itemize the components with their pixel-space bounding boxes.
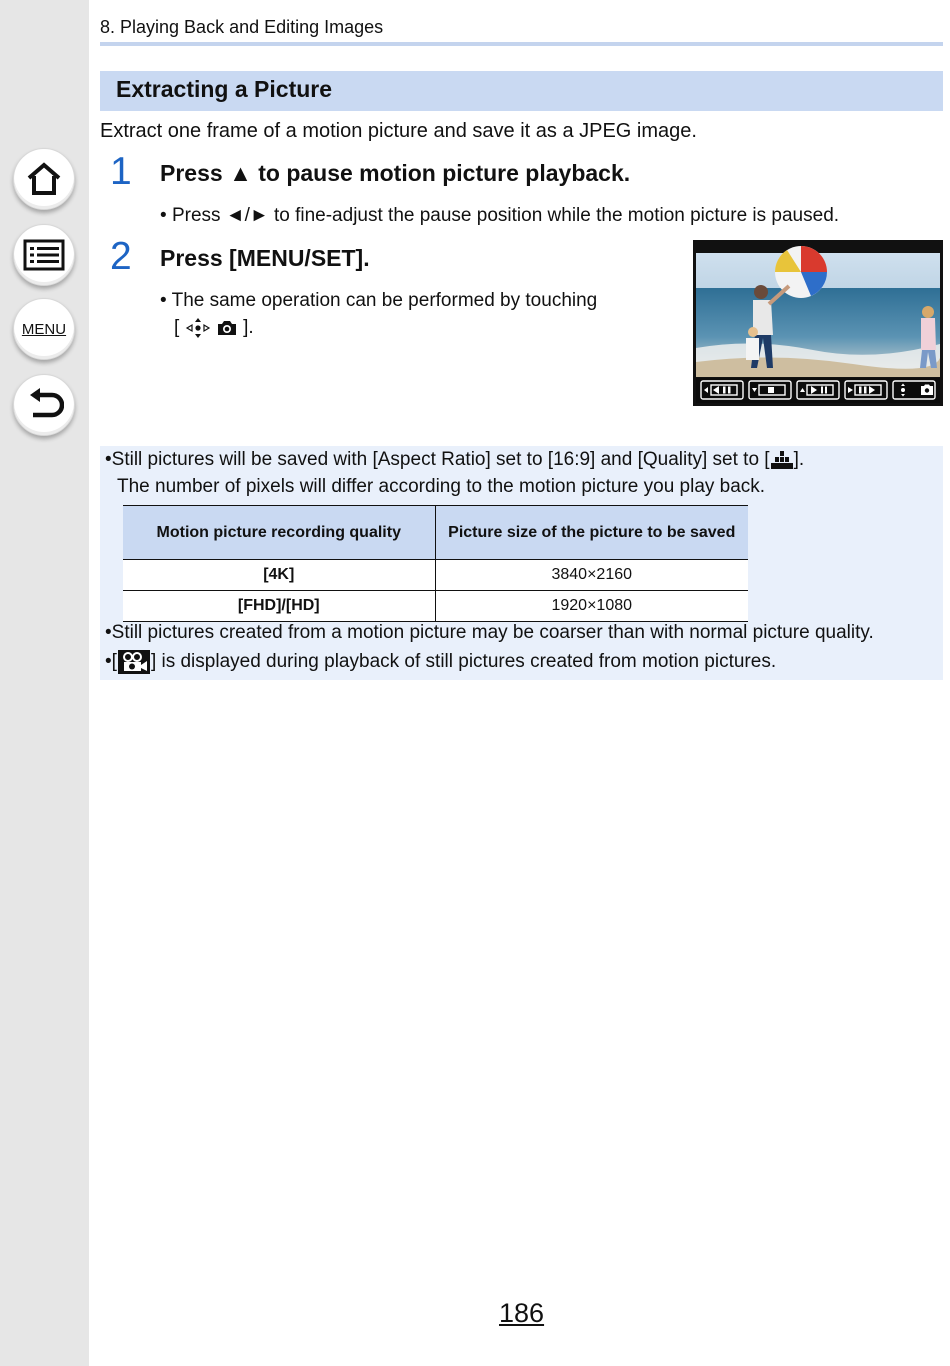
picture-size-table	[123, 505, 748, 622]
table-cell-quality: [4K]	[123, 560, 435, 591]
table-cell-size: 1920×1080	[435, 591, 748, 622]
table-header-recording-quality: Motion picture recording quality	[123, 506, 435, 560]
list-icon	[22, 238, 66, 272]
bullet-dot: •	[105, 622, 112, 643]
step-1-title-pre: Press	[160, 160, 223, 186]
table-header-picture-size: Picture size of the picture to be saved	[435, 506, 748, 560]
step-1-number: 1	[110, 150, 132, 193]
page-number[interactable]: 186	[499, 1298, 545, 1328]
up-arrow-icon: ▲	[229, 160, 252, 186]
note-aspect-quality	[105, 449, 804, 471]
step-1-bullet-pre: Press	[171, 205, 221, 226]
note-line4-post: ] is displayed during playback of still pictures created from motion pictures.	[150, 651, 777, 673]
bracket-open: [	[174, 317, 180, 338]
step-1-title-post: to pause motion picture playback.	[258, 160, 631, 186]
touch-directional-icon	[185, 316, 211, 340]
still-from-video-icon	[117, 649, 151, 675]
note-coarser	[105, 622, 874, 644]
bracket-open: [	[111, 651, 117, 673]
camera-screen-image	[693, 240, 943, 406]
return-icon	[24, 387, 64, 423]
table-cell-size: 3840×2160	[435, 560, 748, 591]
table-row	[123, 560, 748, 591]
bullet-dot: •	[160, 290, 167, 311]
navigation-rail	[0, 0, 89, 1366]
table-cell-quality: [FHD]/[HD]	[123, 591, 435, 622]
step-2-bullet-cont	[174, 314, 254, 341]
step-1-bullet	[160, 202, 839, 229]
back-button[interactable]	[13, 374, 75, 436]
left-right-arrow-icon: ◄/►	[225, 205, 269, 226]
note-line1-pre: Still pictures will be saved with [Aspect Ratio] set to [16:9] and [Quality] set to [	[111, 449, 770, 470]
home-icon	[24, 159, 64, 199]
bracket-close: ].	[243, 317, 254, 338]
step-2-number: 2	[110, 235, 132, 278]
note-pixels: The number of pixels will differ according to the motion picture you play back.	[117, 476, 766, 497]
step-1-bullet-post: to fine-adjust the pause position while the motion picture is paused.	[273, 205, 840, 226]
note-line3: Still pictures created from a motion picture may be coarser than with normal picture quality.	[111, 622, 874, 643]
note-playback-icon	[105, 649, 776, 675]
note-line1-post: ].	[793, 449, 805, 470]
section-intro: Extract one frame of a motion picture and save it as a JPEG image.	[100, 120, 697, 142]
menu-label: MENU	[21, 320, 67, 338]
camera-icon	[216, 319, 238, 337]
section-title: Extracting a Picture	[116, 76, 333, 102]
bullet-dot: •	[105, 449, 112, 470]
step-2-bullet-line1: The same operation can be performed by touching	[171, 290, 598, 311]
table-row	[123, 591, 748, 622]
menu-button[interactable]	[13, 298, 75, 360]
bullet-dot: •	[105, 651, 112, 673]
home-button[interactable]	[13, 148, 75, 210]
bullet-dot: •	[160, 205, 167, 226]
chapter-heading: 8. Playing Back and Editing Images	[100, 17, 384, 37]
step-2-title: Press [MENU/SET].	[160, 245, 370, 271]
table-header-row	[123, 506, 748, 560]
step-1-title	[160, 160, 630, 187]
chapter-divider	[100, 42, 943, 46]
step-2-bullet	[160, 287, 597, 314]
contents-button[interactable]	[13, 224, 75, 286]
quality-fine-icon	[770, 450, 794, 470]
